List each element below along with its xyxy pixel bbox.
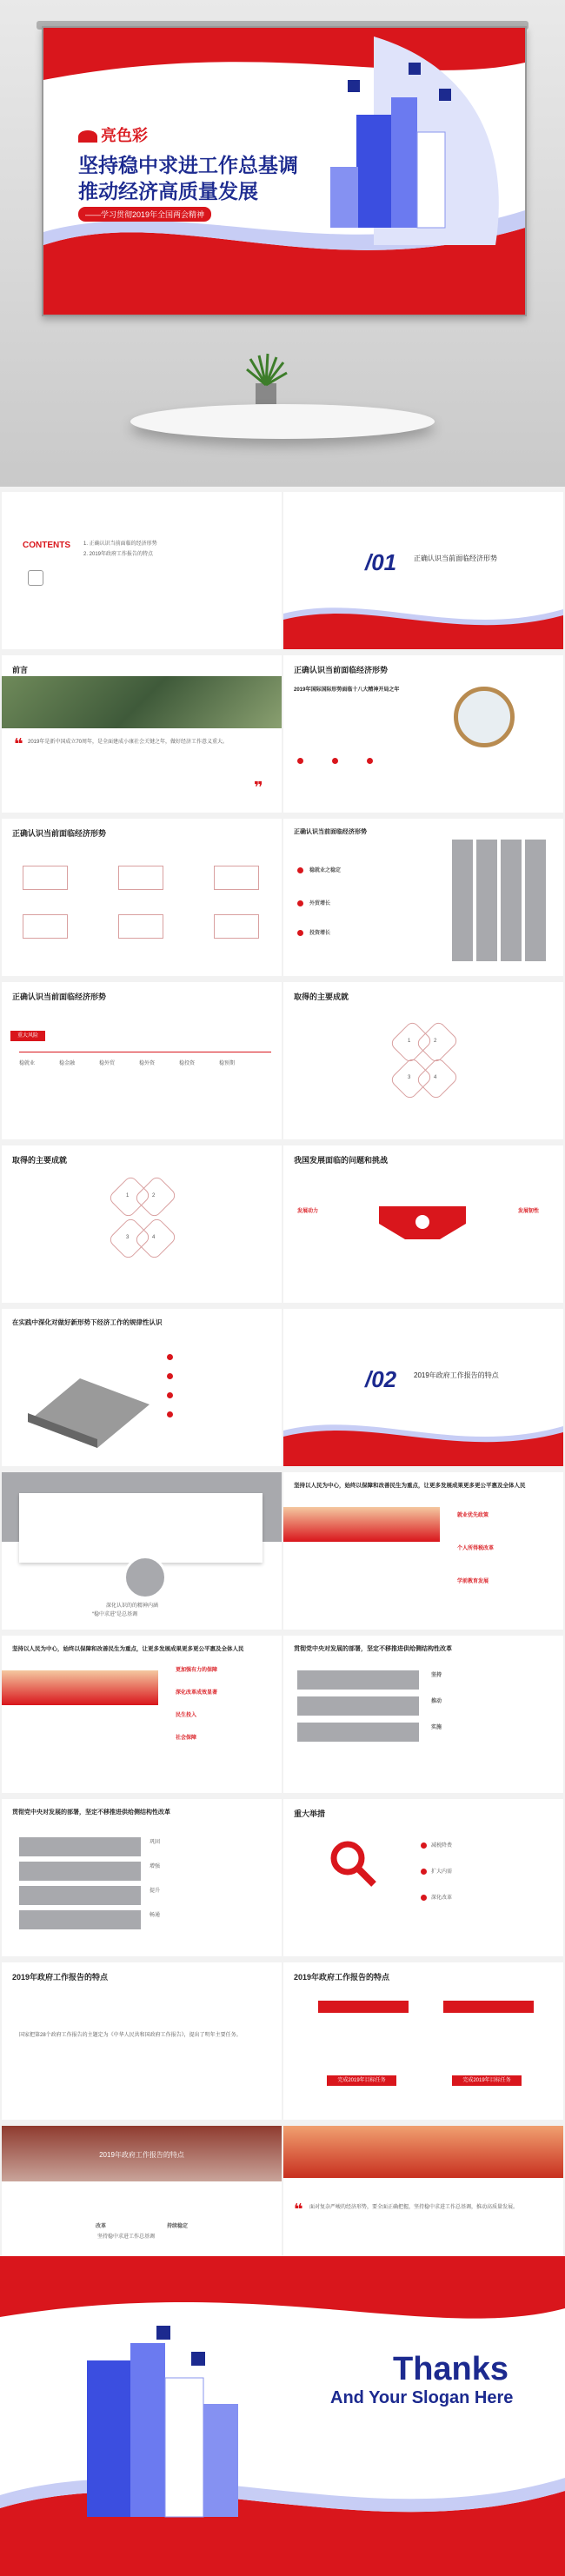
slide-challenges[interactable] (283, 1145, 563, 1303)
gate-banner (283, 2126, 563, 2178)
contents-item-2: 2. 2019年政府工作报告的特点 (83, 552, 154, 557)
slide-deepening[interactable] (2, 1472, 282, 1630)
item-2: 增强 (150, 1864, 161, 1869)
left-header (318, 2001, 409, 2013)
thanks-background (0, 2256, 565, 2576)
item-3: 实施 (431, 1725, 442, 1730)
banner-title: 2019年政府工作报告的特点 (99, 2151, 184, 2159)
hero-title-line2: 推动经济高质量发展 (78, 180, 258, 202)
slide-title: 取得的主要成就 (294, 993, 349, 1001)
hex-label-1: 1 (126, 1193, 130, 1198)
item-3: 民生投入 (176, 1713, 197, 1718)
item-3: 深化改革 (431, 1895, 453, 1901)
card (118, 866, 163, 890)
hex-label-3: 3 (126, 1235, 130, 1240)
slide-title: 贯彻党中央对发展的部署，坚定不移推进供给侧结构性改革 (294, 1646, 452, 1652)
gray-column (476, 840, 497, 961)
tag: 重大风险 (10, 1031, 45, 1041)
gray-block (297, 1696, 419, 1716)
gray-block (297, 1670, 419, 1690)
slide-situation-2[interactable] (2, 819, 282, 976)
card (118, 914, 163, 939)
hex-4 (415, 1057, 460, 1101)
tshirt-icon (28, 570, 43, 586)
line-2: 外贸增长 (309, 901, 331, 906)
quote-open-icon: ❝ (14, 735, 23, 753)
slide-laws[interactable] (2, 1309, 282, 1466)
item-2: 推动 (431, 1699, 442, 1704)
gray-block (19, 1910, 141, 1929)
item-1: 巩固 (150, 1840, 161, 1845)
slide-subtitle: 2019年国际国际形势面临十八大精神开局之年 (294, 687, 400, 693)
slide-achievements-1[interactable] (283, 982, 563, 1139)
slide-people-1[interactable] (283, 1472, 563, 1630)
part02-number: /02 (365, 1366, 397, 1392)
slide-title: 正确认识当前面临经济形势 (294, 829, 367, 835)
item-3: 提升 (150, 1889, 161, 1894)
part01-number: /01 (365, 549, 397, 575)
quote-text: 面对复杂严峻的经济形势，要全面正确把握，坚持稳中求进工作总基调，推动高质量发展。 (309, 2205, 519, 2210)
platform-illustration (19, 1352, 150, 1448)
note: 坚持稳中求进工作总基调 (97, 2234, 156, 2240)
brand-logo: 亮色彩 (78, 123, 148, 146)
quote-card (19, 1493, 263, 1563)
item-1: 减税降费 (431, 1843, 453, 1849)
part01-title: 正确认识当前面临经济形势 (414, 554, 497, 562)
left-label: 发展动力 (297, 1209, 319, 1214)
line-1: 稳就业之稳定 (309, 868, 342, 873)
gray-block (19, 1886, 141, 1905)
slide-features-1[interactable] (2, 1962, 282, 2120)
city-aerial-photo (2, 676, 282, 728)
card (214, 914, 259, 939)
slide-title: 正确认识当前面临经济形势 (12, 829, 107, 838)
gray-block (19, 1862, 141, 1881)
slide-title: 2019年政府工作报告的特点 (294, 1973, 390, 1982)
hex-2 (415, 1020, 460, 1065)
body-text: 国家把第28个政府工作报告的主题定为《中华人民共和国政府工作报告》，提出了明年主要任务。 (19, 2033, 242, 2038)
slide-title: 重大举措 (294, 1809, 326, 1818)
meeting-table (130, 404, 435, 439)
slide-title: 2019年政府工作报告的特点 (12, 1973, 109, 1982)
slide-measures[interactable] (283, 1799, 563, 1956)
tiananmen-photo (2, 1670, 158, 1705)
city-illustration (87, 2326, 238, 2517)
slide-title: 在实践中深化对做好新形势下经济工作的规律性认识 (12, 1318, 163, 1326)
caption: 深化认识的的精神内涵 (106, 1603, 159, 1609)
hex-label-2: 2 (434, 1039, 437, 1044)
hex-label-4: 4 (434, 1075, 437, 1080)
item-2: 深化改革成效显著 (176, 1690, 218, 1696)
slide-title: 正确认识当前面临经济形势 (294, 666, 389, 674)
node-3: 稳外贸 (99, 1061, 116, 1066)
part02-title: 2019年政府工作报告的特点 (414, 1371, 499, 1379)
card (23, 914, 68, 939)
red-ribbon (379, 1198, 466, 1241)
item-1: 更加强有力的保障 (176, 1668, 218, 1673)
preface-title: 前言 (12, 666, 29, 674)
contents-label: CONTENTS (23, 541, 70, 550)
thanks-title: Thanks (393, 2351, 509, 2387)
item-4: 社会保障 (176, 1736, 197, 1741)
thanks-slogan: And Your Slogan Here (330, 2388, 514, 2407)
card (214, 866, 259, 890)
right-label: 发展韧性 (518, 1209, 540, 1214)
node-1: 稳就业 (19, 1061, 36, 1066)
magnifier-icon (327, 1837, 379, 1889)
tiananmen-photo (283, 1507, 440, 1542)
hero-subtitle: ——学习贯彻2019年全国两会精神 (78, 207, 211, 222)
slide-features-2[interactable] (283, 1962, 563, 2120)
hex-label-3: 3 (408, 1075, 411, 1080)
circle-photo (123, 1556, 167, 1599)
node-6: 稳预期 (219, 1061, 236, 1066)
caption-sub: “稳中求进”是总基调 (92, 1612, 137, 1617)
item-4: 畅通 (150, 1913, 161, 1918)
hex-2 (134, 1175, 178, 1219)
slide-part01[interactable] (283, 492, 563, 649)
slide-situation-1[interactable] (283, 655, 563, 813)
hero-title-line1: 坚持稳中求进工作总基调 (78, 154, 298, 176)
projector-screen (42, 26, 527, 316)
slide-preface[interactable] (2, 655, 282, 813)
hex-4 (134, 1217, 178, 1261)
thanks-slide[interactable] (0, 2256, 565, 2576)
slide-contents[interactable] (2, 492, 282, 649)
node-2: 稳金融 (59, 1061, 76, 1066)
gray-column (501, 840, 522, 961)
hex-label-2: 2 (152, 1193, 156, 1198)
card (23, 866, 68, 890)
gray-column (525, 840, 546, 961)
hex-label-1: 1 (408, 1039, 411, 1044)
slide-title: 坚持以人民为中心，始终以保障和改善民生为重点，让更多发展成果更多更公平惠及全体人民 (12, 1646, 244, 1652)
hex-label-4: 4 (152, 1235, 156, 1240)
right-label: 持续稳定 (167, 2224, 189, 2229)
part02-wave (283, 1413, 563, 1466)
node-5: 稳投资 (179, 1061, 196, 1066)
slide-title: 坚持以人民为中心，始终以保障和改善民生为重点，让更多发展成果更多更公平惠及全体人民 (294, 1483, 526, 1489)
slide-supply-1[interactable] (283, 1636, 563, 1793)
slide-title: 贯彻党中央对发展的部署，坚定不移推进供给侧结构性改革 (12, 1809, 170, 1816)
contents-item-1: 1. 正确认识当前面临的经济形势 (83, 541, 157, 547)
plant-icon (242, 352, 290, 404)
quote-close-icon: ❞ (254, 779, 263, 796)
slide-title: 取得的主要成就 (12, 1156, 68, 1165)
quote-open-icon: ❝ (294, 2201, 303, 2218)
slide-part02[interactable] (283, 1309, 563, 1466)
slide-people-2[interactable] (2, 1636, 282, 1793)
slide-title: 我国发展面临的问题和挑战 (294, 1156, 389, 1165)
gray-column (452, 840, 473, 961)
right-header (443, 2001, 534, 2013)
magnifier-photo (454, 687, 515, 747)
gray-block (297, 1723, 419, 1742)
slide-situation-3[interactable] (283, 819, 563, 976)
item-1: 就业优先政策 (457, 1513, 489, 1518)
slide-supply-2[interactable] (2, 1799, 282, 1956)
slide-situation-4[interactable] (2, 982, 282, 1139)
part01-wave (283, 596, 563, 649)
left-label: 改革 (96, 2224, 107, 2229)
item-1: 坚持 (431, 1673, 442, 1678)
gray-block (19, 1837, 141, 1856)
right-button[interactable]: 完成2019年目标任务 (452, 2075, 522, 2086)
line-3: 投资增长 (309, 931, 331, 936)
slide-title: 正确认识当前面临经济形势 (12, 993, 107, 1001)
slide-achievements-2[interactable] (2, 1145, 282, 1303)
item-2: 扩大内需 (431, 1869, 453, 1875)
left-button[interactable]: 完成2019年目标任务 (327, 2075, 396, 2086)
item-3: 学前教育发展 (457, 1579, 489, 1584)
hero-section (0, 0, 565, 487)
item-2: 个人所得税改革 (457, 1546, 495, 1551)
preface-text: 2019年是新中国成立70周年，是全面建成小康社会关键之年，做好经济工作意义重大。 (28, 740, 229, 745)
node-4: 稳外资 (139, 1061, 156, 1066)
